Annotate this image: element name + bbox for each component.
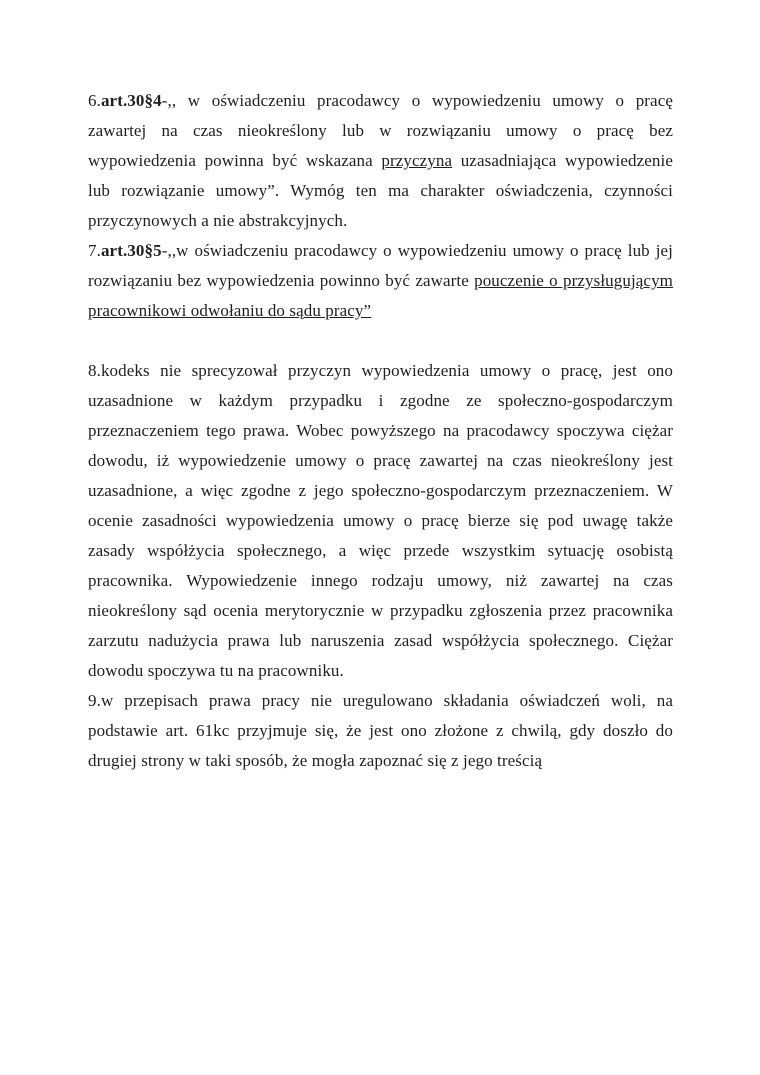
text-run: 9.w przepisach prawa pracy nie uregulowano składania oświadczeń woli, na podstawie art. 61kc przyjmuje się, że jest ono złożone z chwilą, gdy doszło do drugiej strony w taki sposób, że mogła zapoznać się z jego treścią: [88, 691, 673, 770]
text-run: 7.: [88, 241, 101, 260]
text-run: 8.kodeks nie sprecyzował przyczyn wypowiedzenia umowy o pracę, jest ono uzasadnione w każdym przypadku i zgodne ze społeczno-gospodarczym przeznaczeniem tego prawa. Wobec powyższego na pracodawcy spoczywa ciężar dowodu, iż wypowiedzenie umowy o pracę zawartej na czas nieokreślony jest uzasadnione, a więc zgodne z jego społeczno-gospodarczym przeznaczeniem. W ocenie zasadności wypowiedzenia umowy o pracę bierze się pod uwagę także zasady współżycia społecznego, a więc przede wszystkim sytuację osobistą pracownika. Wypowiedzenie innego rodzaju umowy, niż zawartej na czas nieokreślony sąd ocenia merytorycznie w przypadku zgłoszenia przez pracownika zarzutu nadużycia prawa lub naruszenia zasad współżycia społecznego. Ciężar dowodu spoczywa tu na pracowniku.: [88, 361, 673, 680]
text-run: -,, w oświadczeniu pracodawcy o wypowiedzeniu umowy o pracę zawartej na czas nieokreślony lub w rozwiązaniu umowy o pracę bez wypowiedzenia powinna być wskazana: [88, 91, 673, 170]
item-6: [88, 86, 673, 236]
document-content: [88, 86, 673, 776]
blank-line: [88, 326, 673, 356]
article-reference: art.30§4: [100, 91, 162, 110]
underlined-text: przyczyna: [381, 151, 453, 170]
article-reference: art.30§5: [100, 241, 162, 260]
item-9: [88, 686, 673, 776]
item-8: [88, 356, 673, 686]
item-7: [88, 236, 673, 326]
text-run: 6.: [88, 91, 101, 110]
underlined-text: pouczenie o przysługującym pracownikowi odwołaniu do sądu pracy”: [88, 271, 673, 320]
text-run: uzasadniająca wypowiedzenie lub rozwiązanie umowy”. Wymóg ten ma charakter oświadczenia, czynności przyczynowych a nie abstrakcyjnych.: [88, 151, 673, 230]
text-run: -,,w oświadczeniu pracodawcy o wypowiedzeniu umowy o pracę lub jej rozwiązaniu bez wypowiedzenia powinno być zawarte: [88, 241, 673, 290]
